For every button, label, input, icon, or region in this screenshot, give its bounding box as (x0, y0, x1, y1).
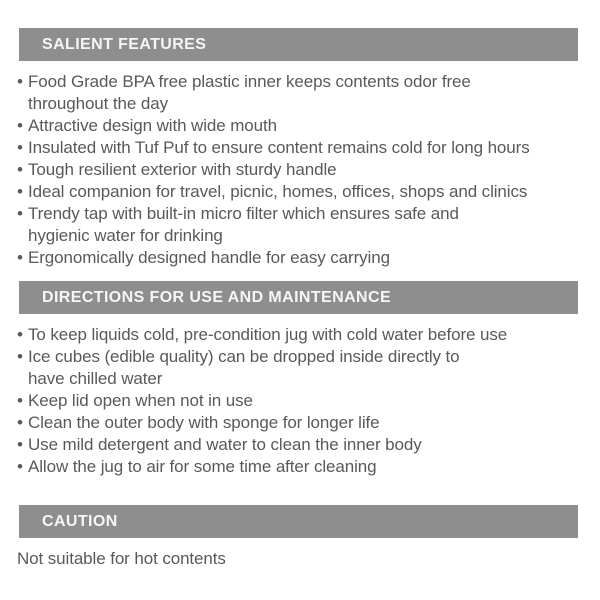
note-item (17, 548, 600, 570)
text-line: • To keep liquids cold, pre-condition jug with cold water before use (17, 325, 508, 344)
bullet-item (17, 181, 600, 203)
bullet-marker-icon: • (17, 435, 23, 454)
text-line: • Food Grade BPA free plastic inner keeps contents odor free (17, 72, 471, 91)
bullet-marker-icon: • (17, 72, 23, 91)
bullet-marker-icon: • (17, 138, 23, 157)
bullet-item (17, 456, 600, 478)
bullet-marker-icon: • (17, 116, 23, 135)
text-line: • Insulated with Tuf Puf to ensure content remains cold for long hours (17, 138, 530, 157)
section-header-salient-features: SALIENT FEATURES (19, 28, 578, 61)
bullet-item (17, 434, 600, 456)
salient-features-list (0, 61, 600, 269)
text-line: have chilled water (28, 369, 163, 388)
bullet-marker-icon: • (17, 413, 23, 432)
text-line: • Ice cubes (edible quality) can be dropped inside directly to (17, 347, 460, 366)
text-line: • Trendy tap with built-in micro filter which ensures safe and (17, 204, 459, 223)
text-line: • Tough resilient exterior with sturdy handle (17, 160, 337, 179)
section-header-caution: CAUTION (19, 505, 578, 538)
bullet-marker-icon: • (17, 248, 23, 267)
bullet-item (17, 203, 600, 247)
bullet-marker-icon: • (17, 160, 23, 179)
text-line: • Keep lid open when not in use (17, 391, 253, 410)
bullet-marker-icon: • (17, 457, 23, 476)
text-line: • Ideal companion for travel, picnic, homes, offices, shops and clinics (17, 182, 528, 201)
text-line: throughout the day (28, 94, 168, 113)
bullet-marker-icon: • (17, 182, 23, 201)
bullet-item (17, 71, 600, 115)
bullet-item (17, 390, 600, 412)
bullet-item (17, 159, 600, 181)
bullet-item (17, 115, 600, 137)
bullet-item (17, 412, 600, 434)
text-line: • Attractive design with wide mouth (17, 116, 277, 135)
text-line: • Allow the jug to air for some time after cleaning (17, 457, 377, 476)
bullet-item (17, 324, 600, 346)
text-line: • Use mild detergent and water to clean the inner body (17, 435, 422, 454)
caution-note (0, 538, 600, 570)
section-caution (0, 505, 600, 570)
bullet-marker-icon: • (17, 204, 23, 223)
text-line: Not suitable for hot contents (17, 549, 226, 568)
section-directions-for-use (0, 281, 600, 478)
section-salient-features (0, 28, 600, 269)
bullet-marker-icon: • (17, 325, 23, 344)
bullet-marker-icon: • (17, 347, 23, 366)
bullet-item (17, 346, 600, 390)
bullet-item (17, 137, 600, 159)
text-line: • Clean the outer body with sponge for longer life (17, 413, 380, 432)
text-line: hygienic water for drinking (28, 226, 223, 245)
bullet-item (17, 247, 600, 269)
text-line: • Ergonomically designed handle for easy carrying (17, 248, 390, 267)
section-header-directions-for-use: DIRECTIONS FOR USE AND MAINTENANCE (19, 281, 578, 314)
directions-list (0, 314, 600, 478)
bullet-marker-icon: • (17, 391, 23, 410)
